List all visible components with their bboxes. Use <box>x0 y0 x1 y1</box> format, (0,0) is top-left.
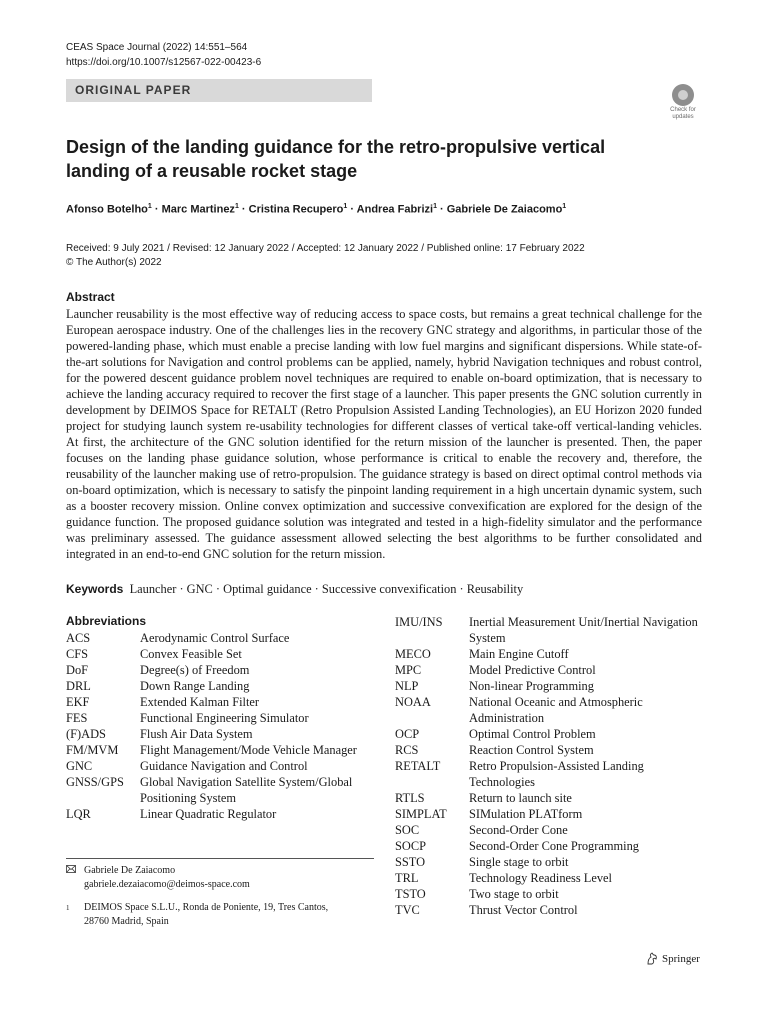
abbreviation-definition: Optimal Control Problem <box>469 727 596 741</box>
keywords-text: Launcher · GNC · Optimal guidance · Successive convexification · Reusability <box>129 582 524 596</box>
abbreviation-term: EKF <box>66 695 90 709</box>
abbreviation-term: RETALT <box>395 759 441 773</box>
abbreviation-term: FES <box>66 711 88 725</box>
keywords <box>66 582 523 597</box>
author-separator: · <box>347 203 357 216</box>
abbreviation-term: NLP <box>395 679 419 693</box>
author-separator: · <box>436 203 447 216</box>
author-name[interactable]: Cristina Recupero <box>248 203 344 216</box>
abbreviation-definition: Second-Order Cone Programming <box>469 839 639 853</box>
correspondence-footnote <box>66 864 250 892</box>
author-affiliation-mark: 1 <box>234 203 239 210</box>
abbreviation-term: RCS <box>395 743 419 757</box>
keywords-label: Keywords <box>66 582 124 596</box>
abstract-heading: Abstract <box>66 290 115 304</box>
abbreviation-definition: Inertial Measurement Unit/Inertial Navigation System <box>469 615 698 645</box>
abbreviation-term: FM/MVM <box>66 743 119 757</box>
abbreviation-row <box>395 662 705 678</box>
abbreviation-definition: Technology Readiness Level <box>469 871 612 885</box>
publication-dates <box>66 242 585 270</box>
abbreviation-definition: Guidance Navigation and Control <box>140 759 308 773</box>
abbreviation-definition: Model Predictive Control <box>469 663 596 677</box>
abbreviation-row <box>395 806 705 822</box>
abbreviation-row <box>395 694 705 726</box>
abbreviation-row <box>66 774 366 806</box>
abbreviation-term: MPC <box>395 663 422 677</box>
abbreviation-definition: Thrust Vector Control <box>469 903 578 917</box>
abbreviation-row <box>395 726 705 742</box>
abbreviation-definition: Non-linear Programming <box>469 679 594 693</box>
doi-link[interactable]: https://doi.org/10.1007/s12567-022-00423-6 <box>66 57 262 68</box>
correspondence-email[interactable]: gabriele.dezaiacomo@deimos-space.com <box>84 879 250 890</box>
abbreviations-right-column <box>395 614 705 918</box>
envelope-icon <box>66 864 84 892</box>
abbreviation-row <box>395 886 705 902</box>
history-dates: Received: 9 July 2021 / Revised: 12 January 2022 / Accepted: 12 January 2022 / Published online: 17 February 2022 <box>66 243 585 254</box>
abbreviation-row <box>66 694 366 710</box>
abbreviation-definition: Two stage to orbit <box>469 887 559 901</box>
author-name[interactable]: Marc Martinez <box>161 203 235 216</box>
journal-info <box>66 40 261 70</box>
abbreviation-term: RTLS <box>395 791 425 805</box>
author-affiliation-mark: 1 <box>433 203 437 210</box>
publisher-logo <box>646 952 700 965</box>
abbreviation-definition: Flush Air Data System <box>140 727 253 741</box>
abbreviation-definition: Return to launch site <box>469 791 572 805</box>
abbreviation-definition: Functional Engineering Simulator <box>140 711 309 725</box>
abbreviations-heading: Abbreviations <box>66 614 147 628</box>
abbreviation-term: TRL <box>395 871 419 885</box>
check-updates-icon <box>672 84 694 106</box>
abbreviation-row <box>395 646 705 662</box>
abbreviation-row <box>66 742 366 758</box>
abbreviation-definition: Aerodynamic Control Surface <box>140 631 290 645</box>
abbreviation-definition: Linear Quadratic Regulator <box>140 807 277 821</box>
article-type-banner <box>66 79 372 102</box>
affiliation-line: DEIMOS Space S.L.U., Ronda de Poniente, 19, Tres Cantos, <box>84 902 329 913</box>
author-list <box>66 203 566 216</box>
abbreviation-term: NOAA <box>395 695 431 709</box>
abbreviation-row <box>395 678 705 694</box>
abbreviation-row <box>66 630 366 646</box>
abbreviation-definition: Retro Propulsion-Assisted Landing Technologies <box>469 759 644 789</box>
author-affiliation-mark: 1 <box>343 203 348 210</box>
abbreviation-definition: Global Navigation Satellite System/Global Positioning System <box>140 775 353 805</box>
publisher-name: Springer <box>662 952 700 965</box>
abbreviation-term: TVC <box>395 903 420 917</box>
abbreviation-term: CFS <box>66 647 89 661</box>
abbreviation-row <box>395 790 705 806</box>
abbreviation-row <box>66 710 366 726</box>
abbreviation-definition: Single stage to orbit <box>469 855 569 869</box>
abbreviation-row <box>395 822 705 838</box>
abbreviation-row <box>395 742 705 758</box>
abbreviation-definition: Extended Kalman Filter <box>140 695 260 709</box>
author-separator: · <box>238 203 249 216</box>
abbreviation-term: DoF <box>66 663 89 677</box>
abbreviations-left-column <box>66 630 366 822</box>
author-name[interactable]: Gabriele De Zaiacomo <box>446 203 563 216</box>
author-separator: · <box>151 203 162 216</box>
author-name[interactable]: Afonso Botelho <box>66 203 148 216</box>
abbreviation-term: ACS <box>66 631 91 645</box>
abbreviation-term: SOC <box>395 823 420 837</box>
check-for-updates-badge[interactable] <box>663 84 703 124</box>
abbreviation-definition: Degree(s) of Freedom <box>140 663 250 677</box>
abbreviation-row <box>66 758 366 774</box>
affiliation-line: 28760 Madrid, Spain <box>84 916 169 927</box>
abbreviation-row <box>66 646 366 662</box>
affiliation-mark: 1 <box>66 904 70 912</box>
check-updates-caption: Check for updates <box>670 107 696 120</box>
author-affiliation-mark: 1 <box>562 203 567 210</box>
abbreviation-term: TSTO <box>395 887 426 901</box>
affiliation-footnote <box>66 901 328 929</box>
abbreviation-term: SOCP <box>395 839 426 853</box>
copyright: © The Author(s) 2022 <box>66 257 162 268</box>
abbreviation-definition: SIMulation PLATform <box>469 807 583 821</box>
abstract-text: Launcher reusability is the most effective way of reducing access to space costs, but remains a great technical challenge for the European aerospace industry. One of the challenges lies in the recovery GNC strategy and algorithms, in particular those of the powered-landing phase, which must enable a precise landing with low fuel margins and significant dispersions. While state-of-the-art solutions for Navigation and control problems can be applied, namely, hybrid Navigation techniques and robust control, for the powered descent guidance problem novel techniques are required to enable on-board optimization, that is necessary to achieve the landing accuracy required to recover the first stage of a launcher. This paper presents the GNC solution currently in development by DEIMOS Space for RETALT (Retro Propulsion Assisted Landing Technologies), an EU Horizon 2020 funded project for studying launch system re-usability technologies for different classes of vertical take-off vertical-landing vehicles. At first, the architecture of the GNC solution identified for the return mission of the launcher is presented. Then, the paper focuses on the landing phase guidance solution, whose performance is critical to enable the recovery and, therefore, the reusability of the launcher making use of retro-propulsion. The guidance strategy is based on direct optimal control methods via on-board optimization, which is necessary to satisfy the pinpoint landing requirement in a high uncertain dynamic system, such as a booster recovery mission. Online convex optimization and successive convexification are explored for the design of the guidance function. The proposed guidance solution was integrated and tested in a high-fidelity simulator and the performance was preliminary assessed. The guidance assessment allowed selecting the best algorithms to be further consolidated and integrated in an end-to-end GNC solution for the return mission. <box>66 307 702 561</box>
paper-title: Design of the landing guidance for the retro-propulsive vertical landing of a reusable rocket stage <box>66 137 606 181</box>
abbreviation-row <box>395 758 705 790</box>
journal-citation: CEAS Space Journal (2022) 14:551–564 <box>66 42 248 53</box>
abbreviation-term: SIMPLAT <box>395 807 447 821</box>
abbreviation-row <box>395 614 705 646</box>
abbreviation-term: LQR <box>66 807 91 821</box>
abbreviation-term: MECO <box>395 647 431 661</box>
abbreviation-row <box>395 902 705 918</box>
abbreviation-definition: Convex Feasible Set <box>140 647 242 661</box>
author-name[interactable]: Andrea Fabrizi <box>356 203 434 216</box>
abbreviation-definition: Second-Order Cone <box>469 823 568 837</box>
abbreviation-definition: Down Range Landing <box>140 679 250 693</box>
abbreviation-row <box>395 854 705 870</box>
abbreviation-term: GNSS/GPS <box>66 775 124 789</box>
abbreviation-term: DRL <box>66 679 91 693</box>
abbreviation-row <box>395 838 705 854</box>
correspondence-name: Gabriele De Zaiacomo <box>84 865 176 876</box>
abbreviation-term: OCP <box>395 727 420 741</box>
article-type-label: ORIGINAL PAPER <box>75 83 192 97</box>
abbreviation-term: (F)ADS <box>66 727 106 741</box>
abbreviation-term: GNC <box>66 759 93 773</box>
abbreviation-definition: Main Engine Cutoff <box>469 647 569 661</box>
abbreviation-row <box>66 726 366 742</box>
abbreviation-term: SSTO <box>395 855 426 869</box>
footnote-divider <box>66 858 374 859</box>
abbreviation-row <box>395 870 705 886</box>
abbreviation-row <box>66 678 366 694</box>
author-affiliation-mark: 1 <box>147 203 152 210</box>
abbreviation-definition: Reaction Control System <box>469 743 594 757</box>
abbreviation-definition: National Oceanic and Atmospheric Administration <box>469 695 643 725</box>
abbreviation-term: IMU/INS <box>395 615 443 629</box>
springer-horse-icon <box>646 952 658 965</box>
abbreviation-row <box>66 662 366 678</box>
abbreviation-row <box>66 806 366 822</box>
abbreviation-definition: Flight Management/Mode Vehicle Manager <box>140 743 357 757</box>
